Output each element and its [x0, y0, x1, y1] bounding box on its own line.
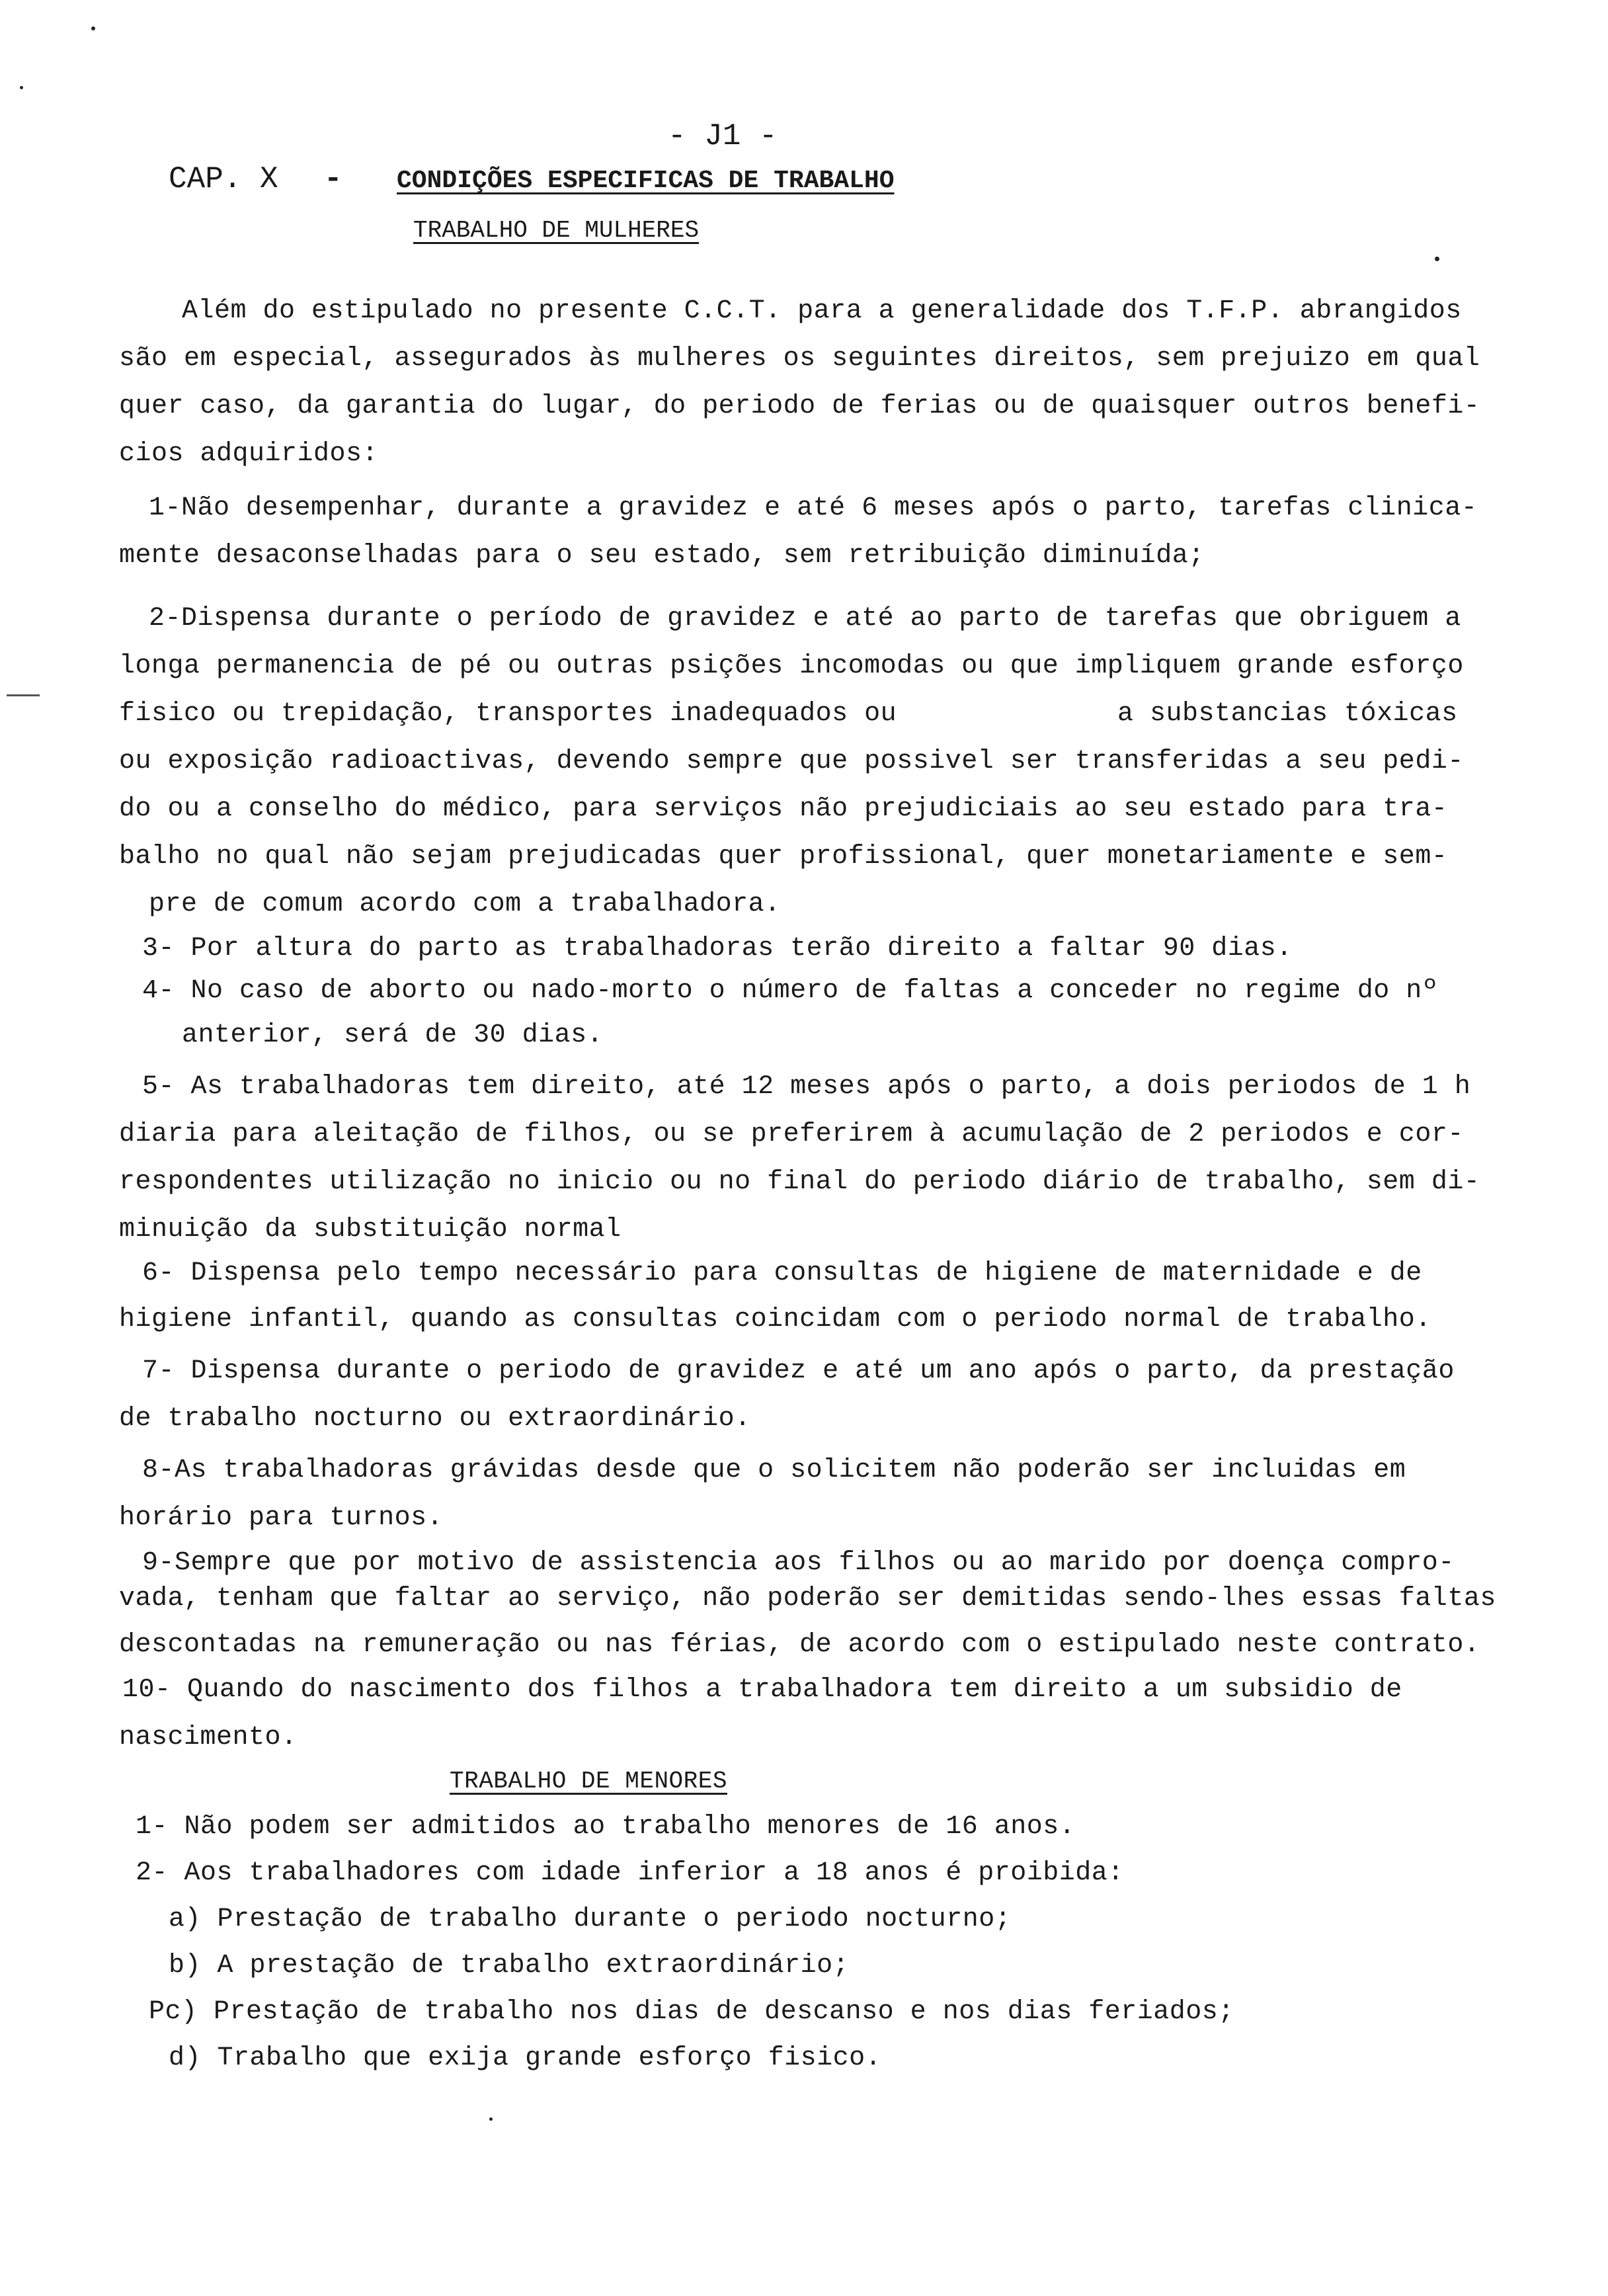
- women-item-7-line: de trabalho nocturno ou extraordinário.: [119, 1404, 751, 1434]
- women-item-2-line: pre de comum acordo com a trabalhadora.: [149, 889, 781, 919]
- women-item-4-line: anterior, será de 30 dias.: [182, 1020, 604, 1050]
- section-title-women: TRABALHO DE MULHERES: [413, 217, 700, 244]
- chapter-dash: -: [324, 162, 342, 196]
- scan-speck: [20, 86, 23, 89]
- minors-subitem: Pc) Prestação de trabalho nos dias de descanso e nos dias feriados;: [149, 1997, 1234, 2027]
- section-title-minors: TRABALHO DE MENORES: [450, 1768, 727, 1795]
- minors-item-1: 1- Não podem ser admitidos ao trabalho menores de 16 anos.: [136, 1812, 1076, 1842]
- women-item-9-line: descontadas na remuneração ou nas férias, de acordo com o estipulado neste contrato.: [119, 1630, 1480, 1660]
- minors-item-2: 2- Aos trabalhadores com idade inferior a 18 anos é proibida:: [136, 1858, 1124, 1888]
- chapter-label: CAP. X: [169, 162, 278, 196]
- women-item-2-line: longa permanencia de pé ou outras psições incomodas ou que impliquem grande esforço: [119, 651, 1464, 681]
- women-item-4-line: 4- No caso de aborto ou nado-morto o número de faltas a conceder no regime do nº: [142, 976, 1439, 1006]
- margin-mark: [7, 694, 40, 696]
- women-item-10-line: nascimento.: [119, 1723, 298, 1752]
- women-item-6-line: 6- Dispensa pelo tempo necessário para consultas de higiene de maternidade e de: [142, 1258, 1422, 1288]
- women-item-1-line: mente desaconselhadas para o seu estado, sem retribuição diminuída;: [119, 541, 1205, 571]
- minors-subitem: d) Trabalho que exija grande esforço fisico.: [169, 2043, 882, 2073]
- scan-speck: [489, 2117, 493, 2121]
- minors-subitem: b) A prestação de trabalho extraordinário;: [169, 1951, 850, 1981]
- page-number: - J1 -: [668, 119, 778, 153]
- women-item-9-line: vada, tenham que faltar ao serviço, não poderão ser demitidas sendo-lhes essas faltas: [119, 1584, 1496, 1614]
- scan-speck: [1435, 257, 1439, 261]
- women-item-8-line: 8-As trabalhadoras grávidas desde que o solicitem não poderão ser incluidas em: [142, 1456, 1406, 1485]
- women-item-10-line: 10- Quando do nascimento dos filhos a trabalhadora tem direito a um subsidio de: [122, 1675, 1402, 1705]
- women-item-2-line: ou exposição radioactivas, devendo sempre que possivel ser transferidas a seu pedi-: [119, 747, 1464, 776]
- women-item-5-line: diaria para aleitação de filhos, ou se preferirem à acumulação de 2 periodos e cor-: [119, 1120, 1464, 1149]
- intro-line: Além do estipulado no presente C.C.T. para a generalidade dos T.F.P. abrangidos: [182, 296, 1462, 326]
- women-item-2-line: balho no qual não sejam prejudicadas quer profissional, quer monetariamente e sem-: [119, 842, 1448, 872]
- minors-subitem: a) Prestação de trabalho durante o periodo nocturno;: [169, 1905, 1012, 1934]
- women-item-5-line: respondentes utilização no inicio ou no final do periodo diário de trabalho, sem di-: [119, 1167, 1480, 1197]
- intro-line: quer caso, da garantia do lugar, do periodo de ferias ou de quaisquer outros benefi-: [119, 391, 1480, 421]
- women-item-1-line: 1-Não desempenhar, durante a gravidez e até 6 meses após o parto, tarefas clinica-: [149, 493, 1478, 523]
- women-item-2-line: a substancias tóxicas: [1117, 699, 1458, 729]
- scan-speck: [91, 26, 95, 30]
- women-item-8-line: horário para turnos.: [119, 1503, 444, 1533]
- women-item-2-line: do ou a conselho do médico, para serviços não prejudiciais ao seu estado para tra-: [119, 794, 1448, 824]
- chapter-title: CONDIÇÕES ESPECIFICAS DE TRABALHO: [397, 167, 895, 195]
- women-item-7-line: 7- Dispensa durante o periodo de gravidez e até um ano após o parto, da prestação: [142, 1356, 1455, 1386]
- women-item-2-line: 2-Dispensa durante o período de gravidez e até ao parto de tarefas que obriguem a: [149, 604, 1461, 634]
- women-item-5-line: minuição da substituição normal: [119, 1215, 622, 1245]
- women-item-6-line: higiene infantil, quando as consultas coincidam com o periodo normal de trabalho.: [119, 1305, 1431, 1334]
- women-item-3-line: 3- Por altura do parto as trabalhadoras terão direito a faltar 90 dias.: [142, 934, 1293, 964]
- intro-line: cios adquiridos:: [119, 439, 379, 469]
- women-item-2-line: fisico ou trepidação, transportes inadequados ou: [119, 699, 897, 729]
- women-item-9-line: 9-Sempre que por motivo de assistencia aos filhos ou ao marido por doença compro-: [142, 1548, 1455, 1578]
- women-item-5-line: 5- As trabalhadoras tem direito, até 12 meses após o parto, a dois periodos de 1 h: [142, 1072, 1471, 1102]
- intro-line: são em especial, assegurados às mulheres os seguintes direitos, sem prejuizo em qual: [119, 344, 1480, 374]
